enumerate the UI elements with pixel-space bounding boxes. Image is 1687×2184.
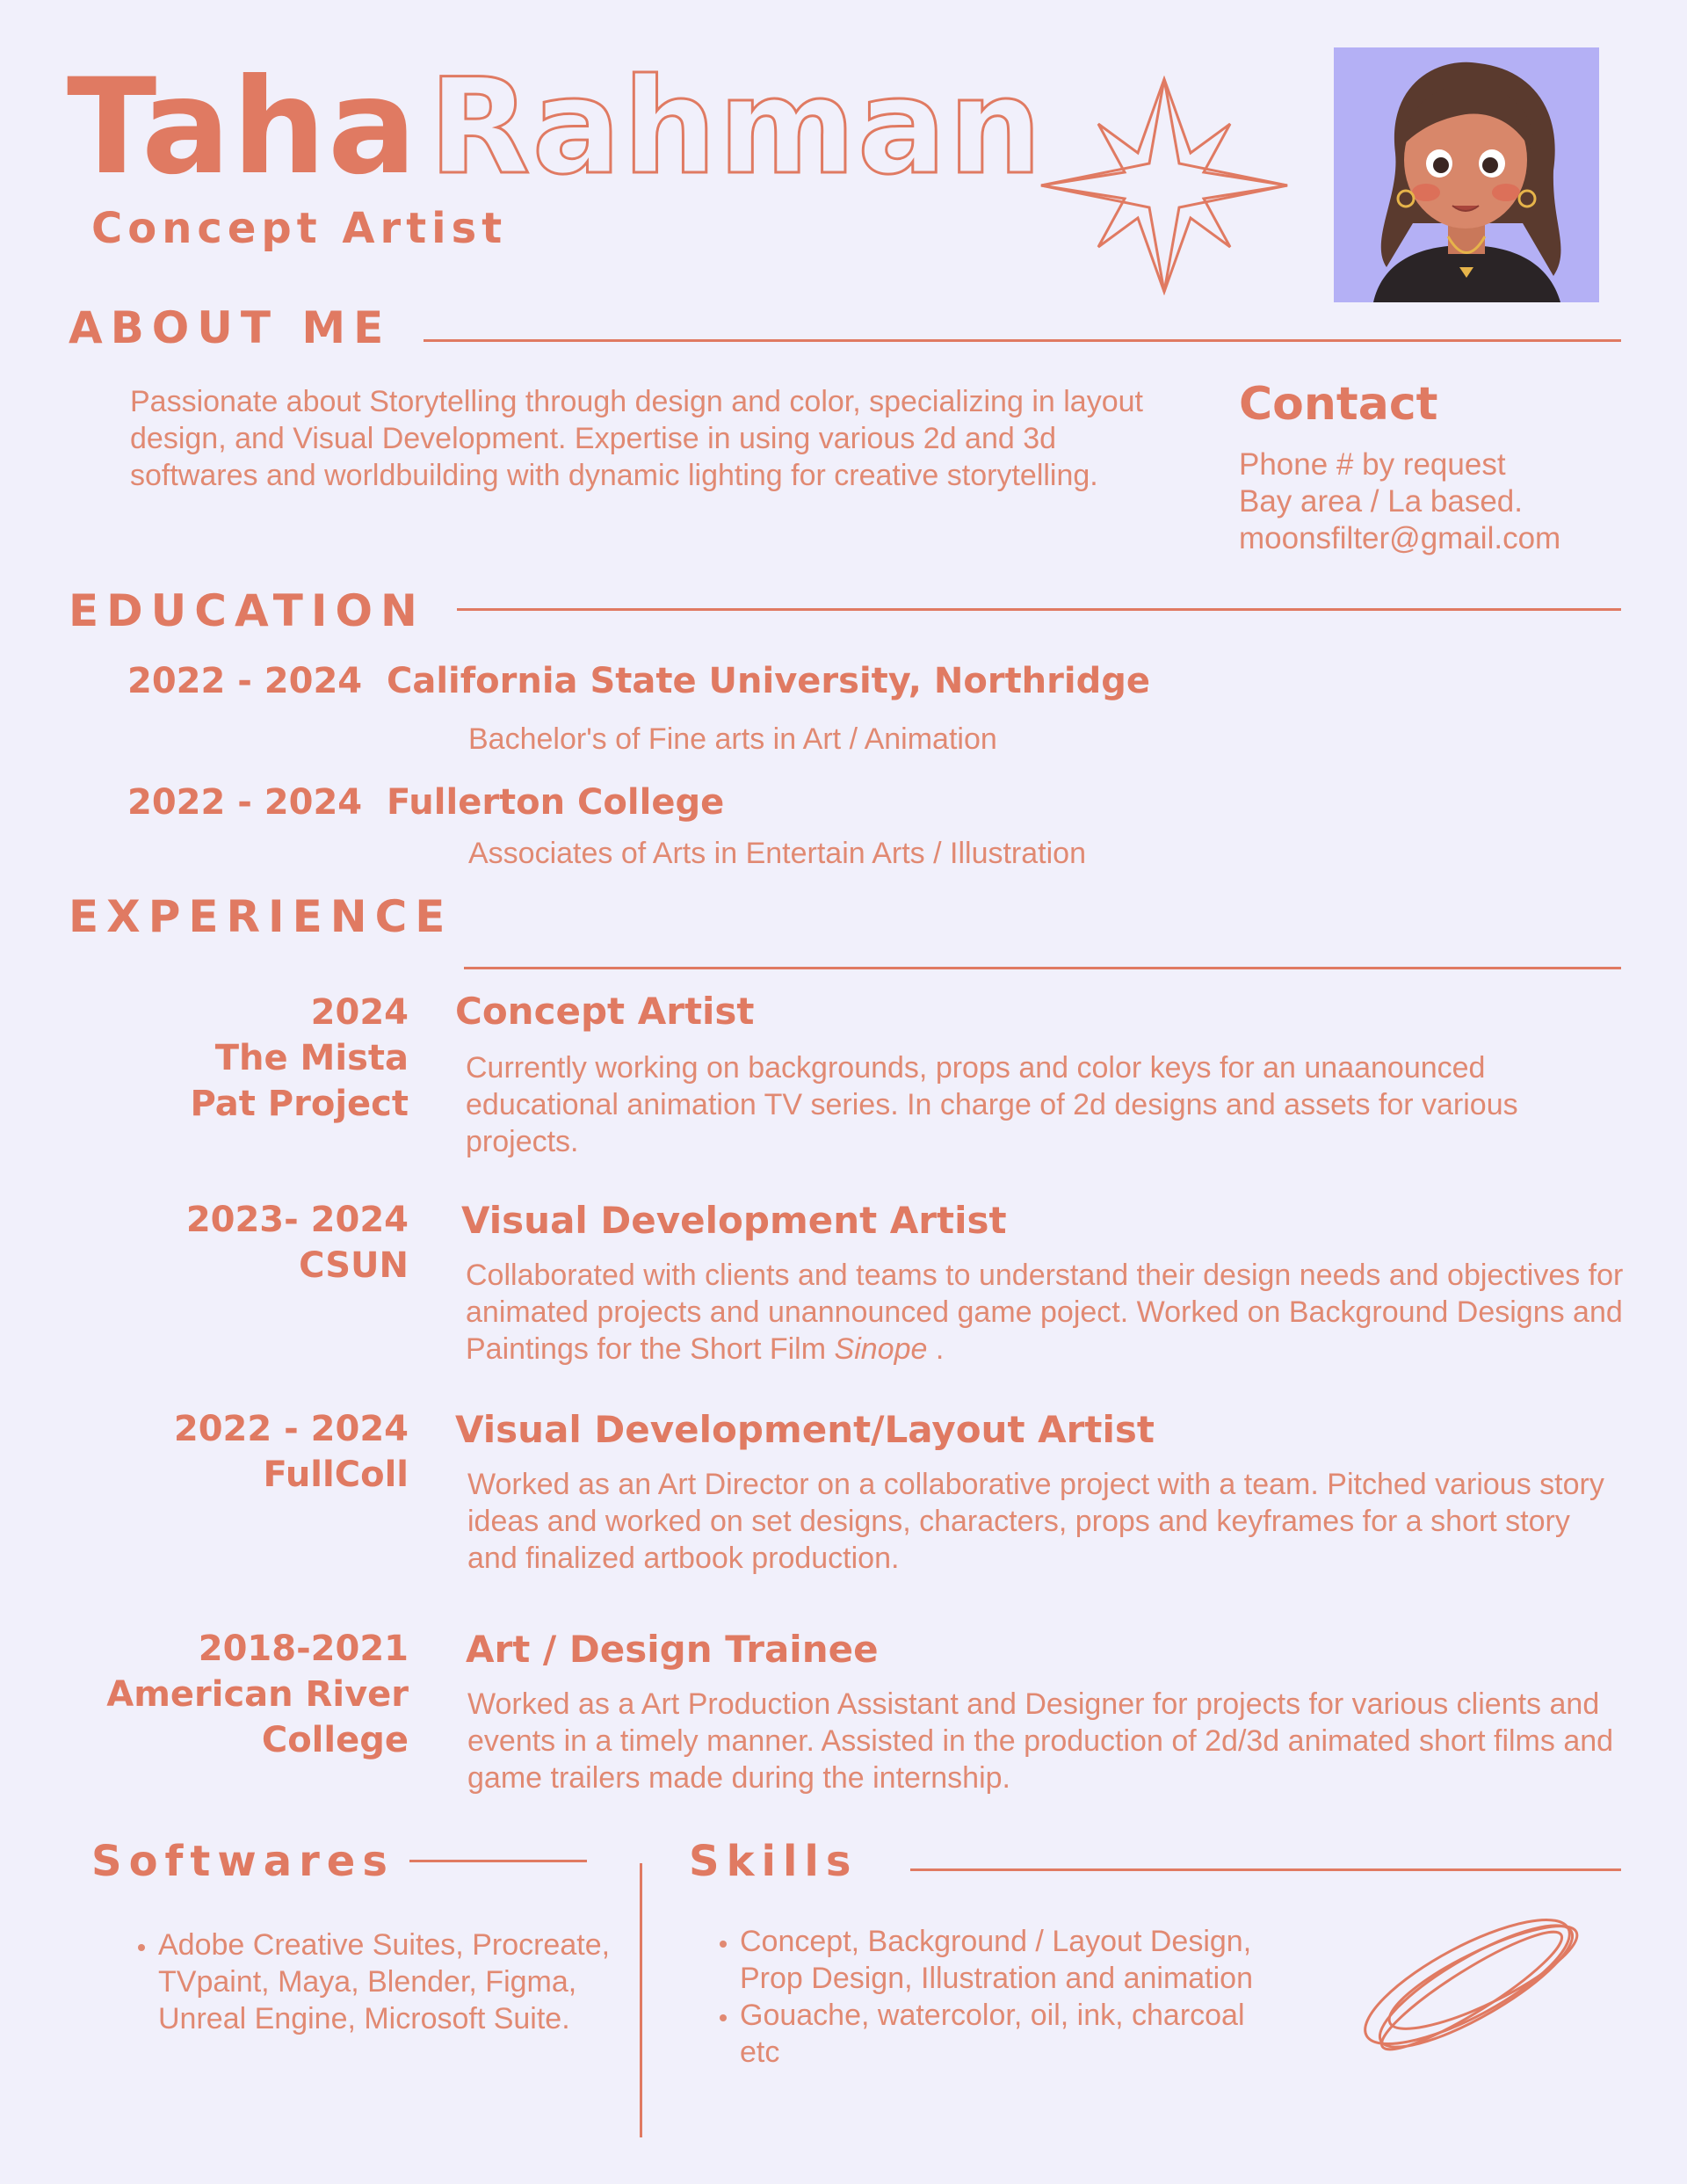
list-item: • Concept, Background / Layout Design, Prop Design, Illustration and animation: [740, 1923, 1285, 1997]
experience-role: Art / Design Trainee: [466, 1628, 879, 1671]
experience-divider: [464, 967, 1621, 969]
experience-org: [92, 990, 409, 1127]
job-title: Concept Artist: [91, 204, 508, 253]
scribble-decoration-icon: [1344, 1890, 1608, 2074]
experience-org-name: CSUN: [299, 1245, 409, 1286]
experience-org: [92, 1197, 409, 1288]
about-heading: ABOUT ME: [69, 302, 392, 353]
experience-years: 2024: [310, 992, 409, 1033]
experience-description: Worked as a Art Production Assistant and Designer for projects for various clients and events in a timely manner. Assisted in the production of 2d/3d animated short films and game trailers made during the internship.: [467, 1687, 1614, 1795]
experience-role: Visual Development/Layout Artist: [455, 1408, 1155, 1451]
contact-heading: Contact: [1239, 378, 1438, 431]
contact-email[interactable]: moonsfilter@gmail.com: [1239, 521, 1561, 555]
list-item: • Gouache, watercolor, oil, ink, charcoal etc: [740, 1997, 1285, 2071]
about-text: Passionate about Storytelling through design and color, specializing in layout design, and Visual Development. Expertise in using various 2d and 3d softwares and worldbuilding with dynamic lighting for creative storytelling.: [130, 385, 1143, 492]
education-item-2: [127, 782, 724, 823]
education-item-1: [127, 661, 1150, 701]
education-school: Fullerton College: [386, 782, 725, 823]
education-degree: Bachelor's of Fine arts in Art / Animation: [468, 722, 997, 756]
experience-org: [92, 1406, 409, 1498]
avatar-illustration: [1334, 47, 1599, 302]
softwares-divider: [409, 1860, 587, 1862]
avatar: [1334, 47, 1599, 302]
experience-description: Collaborated with clients and teams to understand their design needs and objectives for animated projects and unannounced game poject. Worked on Background Designs and Paintings for the Short Film Sinope .: [466, 1259, 1624, 1366]
list-item: • Adobe Creative Suites, Procreate, TVpaint, Maya, Blender, Figma, Unreal Engine, Microsoft Suite.: [158, 1926, 615, 2037]
experience-years: 2022 - 2024: [173, 1409, 409, 1449]
education-years: 2022 - 2024: [127, 782, 363, 823]
experience-role: Visual Development Artist: [461, 1199, 1007, 1242]
contact-phone: Phone # by request: [1239, 447, 1506, 482]
experience-role: Concept Artist: [455, 990, 755, 1033]
softwares-heading: Softwares: [91, 1837, 395, 1886]
experience-org-name: FullColl: [263, 1455, 409, 1495]
experience-org-name: The Mista Pat Project: [190, 1038, 409, 1124]
star-outline-icon: [1037, 76, 1292, 295]
experience-years: 2023- 2024: [185, 1200, 409, 1240]
column-divider: [640, 1863, 642, 2137]
skills-list: [710, 1923, 1285, 2071]
film-title: Sinope: [834, 1332, 928, 1366]
experience-description: Worked as an Art Director on a collaborative project with a team. Pitched various story ideas and worked on set designs, characters, props and keyframes for a short story and finalized artbook production.: [467, 1468, 1604, 1575]
softwares-list: [128, 1926, 615, 2037]
experience-org: [92, 1626, 409, 1763]
contact-location: Bay area / La based.: [1239, 484, 1523, 519]
experience-description: Currently working on backgrounds, props and color keys for an unaanounced educational animation TV series. In charge of 2d designs and assets for various projects.: [466, 1051, 1518, 1158]
education-degree: Associates of Arts in Entertain Arts / Illustration: [468, 837, 1086, 870]
education-heading: EDUCATION: [69, 585, 425, 636]
education-divider: [457, 608, 1621, 611]
first-name: Taha: [67, 51, 419, 204]
experience-heading: EXPERIENCE: [69, 891, 453, 942]
skills-heading: Skills: [689, 1837, 858, 1886]
experience-years: 2018-2021: [198, 1629, 409, 1669]
education-school: California State University, Northridge: [386, 661, 1150, 701]
skills-divider: [910, 1868, 1621, 1871]
experience-org-name: American River College: [106, 1674, 409, 1760]
about-divider: [424, 339, 1621, 342]
last-name: Rahman: [429, 51, 1044, 204]
education-years: 2022 - 2024: [127, 661, 363, 701]
